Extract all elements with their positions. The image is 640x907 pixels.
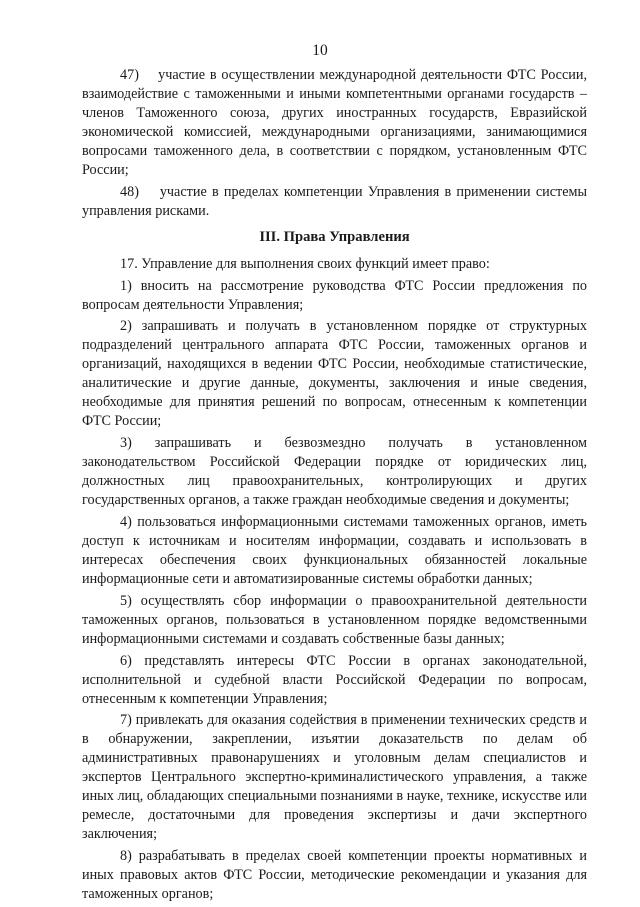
right-text: представлять интересы ФТС России в органах законодательной, исполнительной и судебной власти Российской Федерации по вопросам, отнесенным к компетенции Управления; bbox=[82, 652, 587, 707]
right-number: 5) bbox=[120, 592, 132, 609]
right-number: 3) bbox=[120, 435, 132, 452]
right-item-5 bbox=[82, 592, 587, 649]
right-number: 6) bbox=[120, 652, 132, 669]
right-text: разрабатывать в пределах своей компетенции проекты нормативных и иных правовых актов ФТС России, методические рекомендации и указания для таможенных органов; bbox=[82, 848, 588, 903]
right-text: осуществлять сбор информации о правоохранительной деятельности таможенных органов, пользоваться в установленном порядке ведомственными информационными системами и создавать собственные базы данных; bbox=[82, 592, 588, 647]
section-heading: III. Права Управления bbox=[259, 228, 410, 245]
right-text: запрашивать и получать в установленном порядке от структурных подразделений центрального аппарата ФТС России, таможенных органов и организаций, находящихся в ведении ФТС России, необходимые статистические, аналитические и другие данные, документы, заключения и иные сведения, необходимые для принятия решений по вопросам, отнесенным к компетенции ФТС России; bbox=[82, 318, 587, 430]
paragraph-48 bbox=[82, 183, 587, 221]
right-item-4 bbox=[82, 513, 587, 589]
right-item-6 bbox=[82, 652, 587, 709]
right-text: привлекать для оказания содействия в применении технических средств и в обнаружении, закреплении, изъятии доказательств по делам об административных правонарушениях и уголовным делам специалистов и экспертов Центрального экспертно-криминалистического управления, а также иных лиц, обладающих специальными познаниями в науке, технике, искусстве или ремесле, достаточными для проведения экспертизы и дачи экспертного заключения; bbox=[82, 712, 587, 843]
document-body bbox=[82, 66, 587, 907]
right-number: 2) bbox=[120, 318, 132, 335]
paragraph-47 bbox=[82, 66, 587, 180]
right-text: запрашивать и безвозмездно получать в установленном законодательством Российской Федерации порядке от юридических лиц, должностных лиц правоохранительных, контролирующих и других государственных органов, а также граждан необходимые сведения и документы; bbox=[82, 435, 587, 509]
right-number: 4) bbox=[120, 513, 132, 530]
paragraph-number: 48) bbox=[120, 183, 139, 200]
right-text: вносить на рассмотрение руководства ФТС России предложения по вопросам деятельности Управления; bbox=[82, 277, 588, 313]
paragraph-number: 47) bbox=[120, 67, 139, 83]
paragraph-text: участие в пределах компетенции Управления в применении системы управления рисками. bbox=[82, 183, 588, 219]
page-number: 10 bbox=[312, 42, 328, 59]
right-number: 7) bbox=[120, 712, 132, 729]
right-item-2 bbox=[82, 317, 587, 431]
rights-list bbox=[82, 277, 587, 905]
right-text: пользоваться информационными системами таможенных органов, иметь доступ к источникам и носителям информации, создавать и использовать в интересах обеспечения своих функциональных обязанностей локальные информационные сети и автоматизированные системы обработки данных; bbox=[82, 513, 587, 587]
right-number: 1) bbox=[120, 277, 132, 294]
rights-intro: 17. Управление для выполнения своих функций имеет право: bbox=[120, 255, 490, 272]
right-item-8 bbox=[82, 847, 587, 904]
paragraph-text: участие в осуществлении международной деятельности ФТС России, взаимодействие с таможенными и иными компетентными органами государств – членов Таможенного союза, других иностранных государств, Евразийской экономической комиссией, международными организациями, занимающимися вопросами таможенного дела, в соответствии с порядком, установленным ФТС России; bbox=[82, 67, 587, 178]
right-item-3 bbox=[82, 434, 587, 510]
right-item-1 bbox=[82, 277, 587, 315]
right-item-7 bbox=[82, 711, 587, 844]
paragraphs-before bbox=[82, 66, 587, 221]
right-number: 8) bbox=[120, 848, 132, 865]
